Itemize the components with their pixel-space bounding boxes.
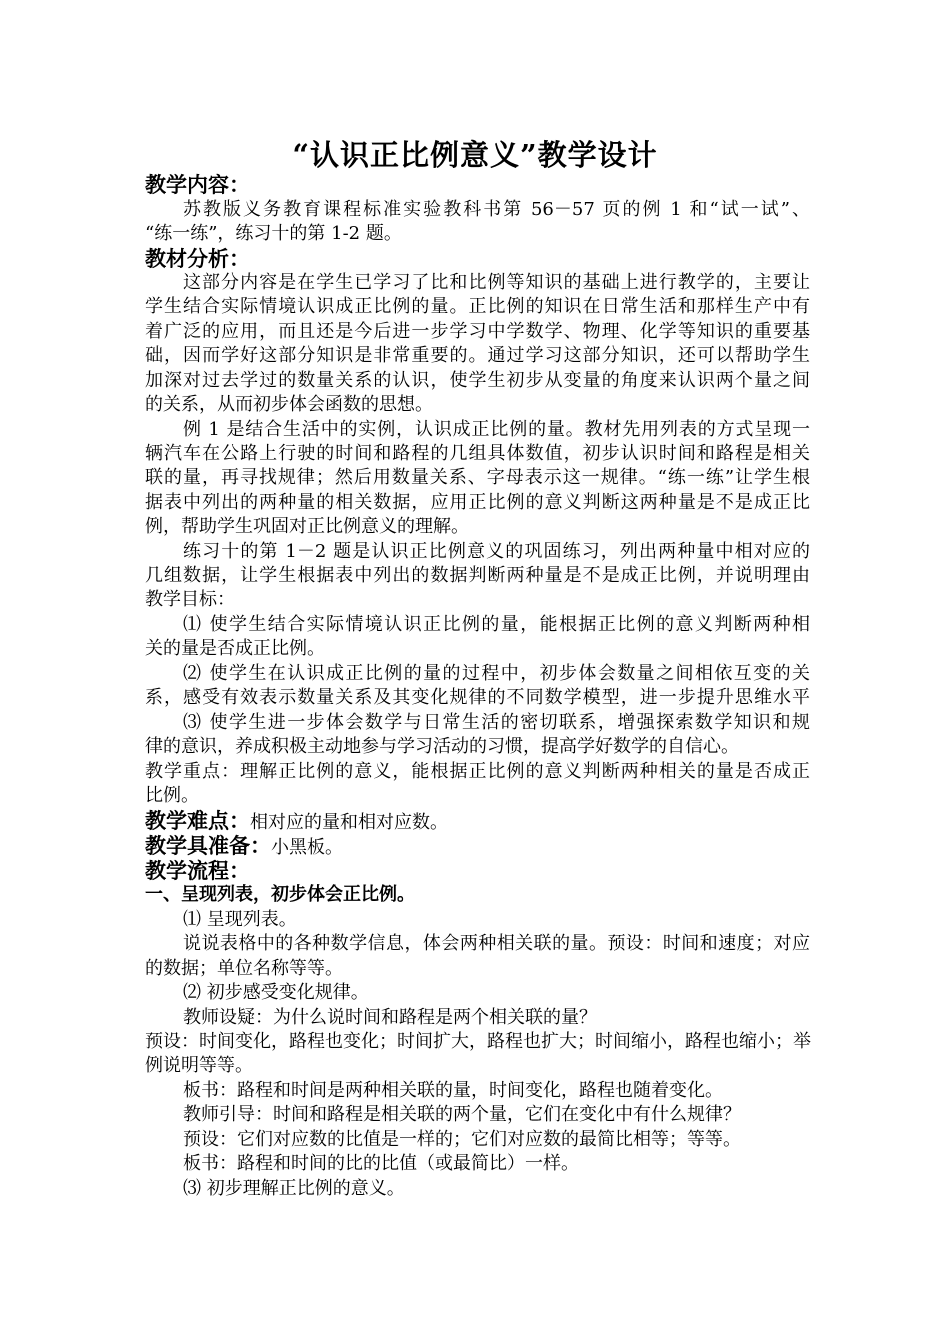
text-line xyxy=(183,1006,810,1030)
line-text: 例说明等等。 xyxy=(145,1055,253,1076)
line-text: 比例。 xyxy=(145,785,199,806)
text-line xyxy=(183,198,810,222)
line-text: 例，帮助学生巩固对正比例意义的理解。 xyxy=(145,516,469,537)
text-line xyxy=(183,908,810,932)
line-text: 几组数据，让学生根据表中列出的数据判断两种量是不是成正比例，并说明理由 xyxy=(145,565,810,586)
text-line xyxy=(183,981,810,1005)
line-text: 教学具准备： xyxy=(145,833,271,858)
line-text: 例 1 是结合生活中的实例，认识成正比例的量。教材先用列表的方式呈现一 xyxy=(183,419,810,440)
text-line xyxy=(183,1128,810,1152)
text-line xyxy=(145,295,810,319)
line-text: 这部分内容是在学生已学习了比和比例等知识的基础上进行教学的，主要让 xyxy=(183,272,810,293)
line-text: 教学流程： xyxy=(145,858,250,883)
text-line xyxy=(183,418,810,442)
text-line xyxy=(145,515,810,539)
line-text: 学生结合实际情境认识成正比例的量。正比例的知识在日常生活和那样生产中有 xyxy=(145,296,810,317)
line-text: ⑴ 使学生结合实际情境认识正比例的量，能根据正比例的意义判断两种相 xyxy=(183,614,810,635)
text-line xyxy=(145,735,810,759)
text-line xyxy=(145,1030,810,1054)
text-line xyxy=(145,883,810,907)
line-text: 的关系，从而初步体会函数的思想。 xyxy=(145,394,433,415)
line-text: 板书：路程和时间是两种相关联的量，时间变化，路程也随着变化。 xyxy=(183,1080,723,1101)
line-text: ⑴ 呈现列表。 xyxy=(183,909,297,930)
text-line xyxy=(145,222,810,246)
line-text: 教学内容： xyxy=(145,172,250,197)
line-text: 说说表格中的各种数学信息，体会两种相关联的量。预设：时间和速度；对应 xyxy=(183,933,810,954)
line-text: 预设：时间变化，路程也变化；时间扩大，路程也扩大；时间缩小，路程也缩小；举 xyxy=(145,1031,811,1052)
line-text: 板书：路程和时间的比的比值（或最简比）一样。 xyxy=(183,1153,579,1174)
line-text: 教师引导：时间和路程是相关联的两个量，它们在变化中有什么规律？ xyxy=(183,1104,741,1125)
text-line xyxy=(145,1054,810,1078)
text-line xyxy=(145,957,810,981)
text-line xyxy=(183,271,810,295)
text-line xyxy=(145,393,810,417)
line-text: 系，感受有效表示数量关系及其变化规律的不同数学模型，进一步提升思维水平 xyxy=(145,687,810,708)
text-line xyxy=(145,442,810,466)
text-line xyxy=(183,540,810,564)
line-text: 苏教版义务教育课程标准实验教科书第 56－57 页的例 1 和“试一试”、 xyxy=(183,199,810,220)
text-line xyxy=(183,1152,810,1176)
line-text: 律的意识，养成积极主动地参与学习活动的习惯，提高学好数学的自信心。 xyxy=(145,736,739,757)
line-text: 教学难点： xyxy=(145,808,250,833)
section-heading xyxy=(145,809,810,835)
line-text: 辆汽车在公路上行驶的时间和路程的几组具体数值，初步认识时间和路程是相关 xyxy=(145,443,810,464)
text-line xyxy=(183,932,810,956)
line-text: 联的量，再寻找规律；然后用数量关系、字母表示这一规律。“练一练”让学生根 xyxy=(145,467,810,488)
text-line xyxy=(145,564,810,588)
line-text: ⑶ 使学生进一步体会数学与日常生活的密切联系，增强探索数学知识和规 xyxy=(183,712,810,733)
text-line xyxy=(145,637,810,661)
line-text: 预设：它们对应数的比值是一样的；它们对应数的最简比相等；等等。 xyxy=(183,1129,741,1150)
line-text: ⑶ 初步理解正比例的意义。 xyxy=(183,1178,405,1199)
text-line xyxy=(145,784,810,808)
text-line xyxy=(145,466,810,490)
text-line xyxy=(145,760,810,784)
text-line xyxy=(183,613,810,637)
line-text: 加深对过去学过的数量关系的认识，使学生初步从变量的角度来认识两个量之间 xyxy=(145,370,810,391)
text-line xyxy=(145,320,810,344)
line-text: 据表中列出的两种量的相关数据，应用正比例的意义判断这两种量是不是成正比 xyxy=(145,492,810,513)
line-text: 着广泛的应用，而且还是今后进一步学习中学数学、物理、化学等知识的重要基 xyxy=(145,321,810,342)
text-line xyxy=(145,588,810,612)
text-line xyxy=(183,1103,810,1127)
text-line xyxy=(145,344,810,368)
section-heading xyxy=(145,859,810,883)
line-text: 的数据；单位名称等等。 xyxy=(145,958,343,979)
document-title: “认识正比例意义”教学设计 xyxy=(292,138,658,172)
text-line xyxy=(183,662,810,686)
text-line xyxy=(183,1177,810,1201)
text-line xyxy=(145,686,810,710)
line-detail: 相对应的量和相对应数。 xyxy=(250,812,448,833)
line-text: 教师设疑：为什么说时间和路程是两个相关联的量？ xyxy=(183,1007,597,1028)
line-text: 教学目标： xyxy=(145,589,235,610)
section-heading xyxy=(145,247,810,271)
section-heading xyxy=(145,834,810,860)
line-text: 一、呈现列表，初步体会正比例。 xyxy=(145,884,415,905)
line-text: 关的量是否成正比例。 xyxy=(145,638,325,659)
line-text: 教学重点：理解正比例的意义，能根据正比例的意义判断两种相关的量是否成正 xyxy=(145,761,810,782)
line-text: ⑵ 使学生在认识成正比例的量的过程中，初步体会数量之间相依互变的关 xyxy=(183,663,810,684)
text-line xyxy=(183,711,810,735)
text-line xyxy=(183,1079,810,1103)
line-text: 础，因而学好这部分知识是非常重要的。通过学习这部分知识，还可以帮助学生 xyxy=(145,345,810,366)
line-text: 练习十的第 1－2 题是认识正比例意义的巩固练习，列出两种量中相对应的 xyxy=(183,541,810,562)
line-detail: 小黑板。 xyxy=(271,837,343,858)
line-text: ⑵ 初步感受变化规律。 xyxy=(183,982,369,1003)
section-heading xyxy=(145,173,810,197)
line-text: 教材分析： xyxy=(145,246,250,271)
text-line xyxy=(145,491,810,515)
text-line xyxy=(145,369,810,393)
line-text: “练一练”，练习十的第 1-2 题。 xyxy=(145,223,402,244)
